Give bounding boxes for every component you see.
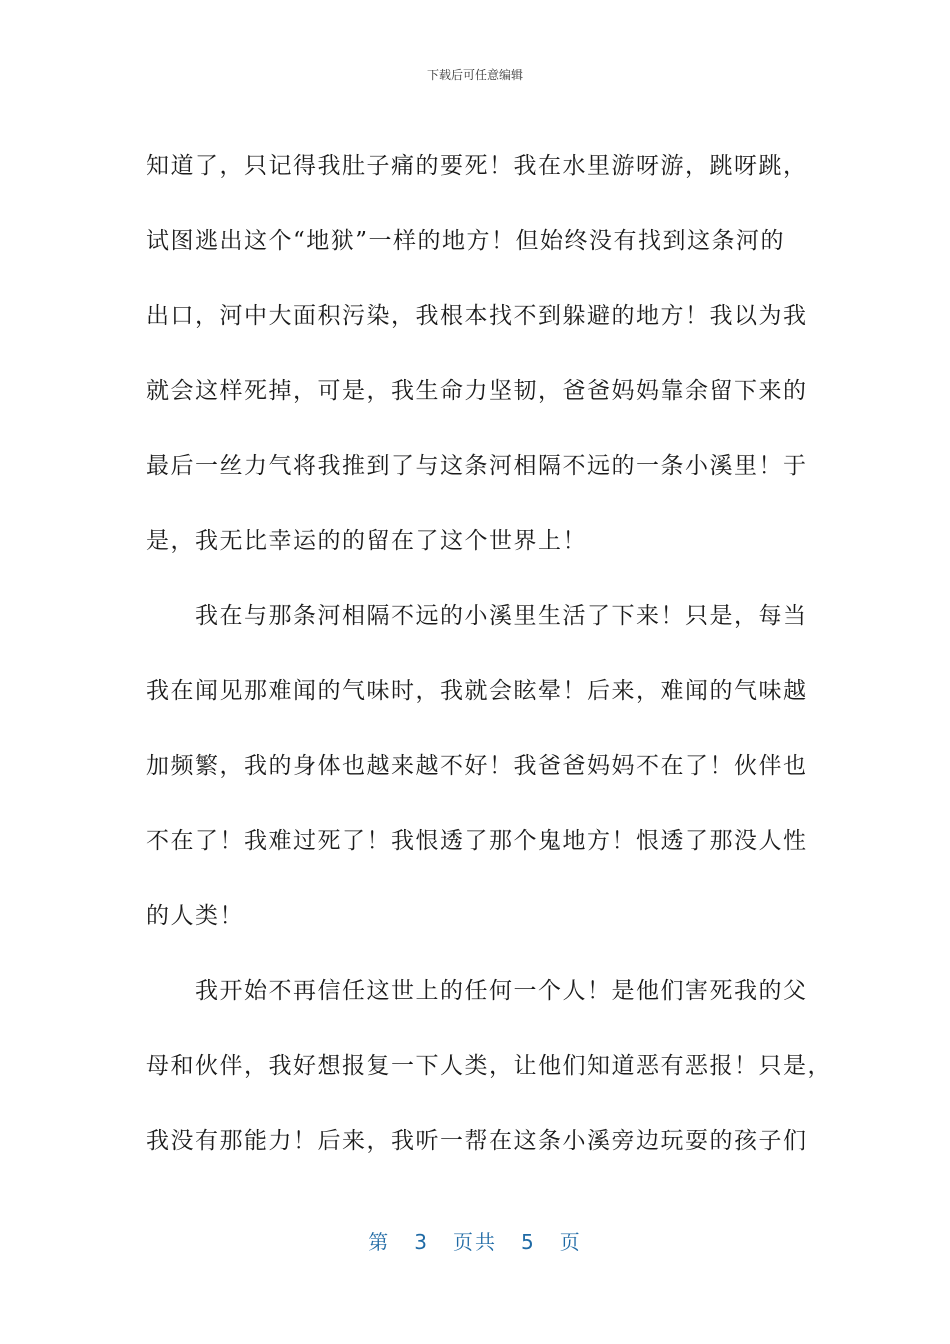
total-pages-number: 5 <box>521 1230 536 1254</box>
page-footer <box>0 1226 950 1255</box>
text-line: 出口，河中大面积污染，我根本找不到躲避的地方！我以为我 <box>146 303 808 329</box>
text-line: 知道了，只记得我肚子痛的要死！我在水里游呀游，跳呀跳， <box>146 153 808 179</box>
header-note: 下载后可任意编辑 <box>426 68 523 82</box>
footer-prefix: 第 <box>368 1230 391 1254</box>
text-line: 我在与那条河相隔不远的小溪里生活了下来！只是，每当 <box>146 603 808 629</box>
document-body <box>146 129 832 1179</box>
text-line: 我没有那能力！后来，我听一帮在这条小溪旁边玩耍的孩子们 <box>146 1128 808 1154</box>
text-line: 最后一丝力气将我推到了与这条河相隔不远的一条小溪里！于 <box>146 453 808 479</box>
text-line: 我开始不再信任这世上的任何一个人！是他们害死我的父 <box>146 978 808 1004</box>
text-line: 我在闻见那难闻的气味时，我就会眩晕！后来，难闻的气味越 <box>146 678 808 704</box>
text-line: 试图逃出这个“地狱”一样的地方！但始终没有找到这条河的 <box>146 228 786 254</box>
current-page-number: 3 <box>414 1230 429 1254</box>
text-line: 的人类！ <box>146 903 244 929</box>
text-line: 不在了！我难过死了！我恨透了那个鬼地方！恨透了那没人性 <box>146 828 808 854</box>
text-line: 就会这样死掉，可是，我生命力坚韧，爸爸妈妈靠余留下来的 <box>146 378 808 404</box>
footer-suffix: 页 <box>559 1230 582 1254</box>
footer-middle: 页共 <box>453 1230 497 1254</box>
text-line: 是，我无比幸运的的留在了这个世界上！ <box>146 528 587 554</box>
text-line: 母和伙伴，我好想报复一下人类，让他们知道恶有恶报！只是， <box>146 1053 832 1079</box>
text-line: 加频繁，我的身体也越来越不好！我爸爸妈妈不在了！伙伴也 <box>146 753 808 779</box>
